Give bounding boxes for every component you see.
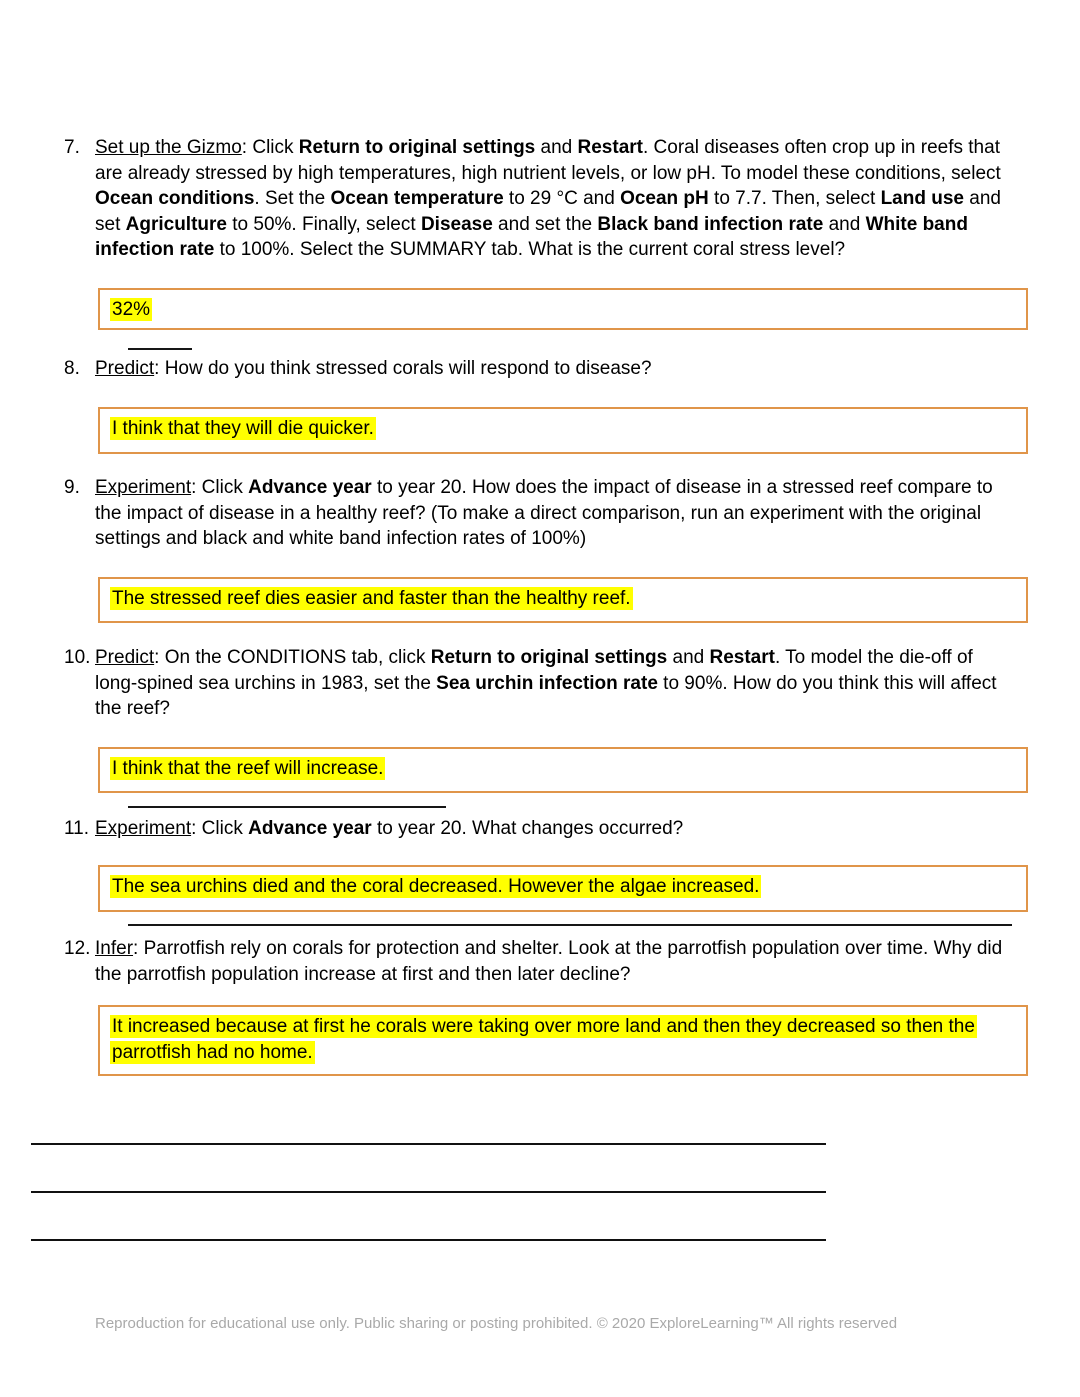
answer-box-q8[interactable] [98, 407, 1028, 454]
blank-writing-line [31, 1143, 826, 1145]
question-text: Predict: On the CONDITIONS tab, click Return to original settings and Restart. To model the die-off of long-spined sea urchins in 1983, set the Sea urchin infection rate to 90%. How do you think this will affect the reef? [95, 647, 997, 720]
medium-underline [128, 806, 446, 808]
answer-text: The stressed reef dies easier and faster than the healthy reef. [112, 588, 631, 609]
question-number: 12. [64, 938, 91, 959]
copyright-footer: Reproduction for educational use only. Public sharing or posting prohibited. © 2020 ExploreLearning™ All rights reserved [95, 1315, 898, 1332]
blank-writing-line [31, 1191, 826, 1193]
answer-box-q11[interactable] [98, 865, 1028, 912]
question-number: 7. [64, 137, 80, 158]
question-text: Infer: Parrotfish rely on corals for protection and shelter. Look at the parrotfish population over time. Why did the parrotfish population increase at first and then later decline? [95, 938, 1003, 985]
question-8 [64, 356, 1008, 382]
question-text: Experiment: Click Advance year to year 20. How does the impact of disease in a stressed reef compare to the impact of disease in a healthy reef? (To make a direct comparison, run an experiment with the original settings and black and white band infection rates of 100%) [95, 477, 993, 550]
question-7 [64, 135, 1008, 263]
blank-writing-line [31, 1239, 826, 1241]
question-text: Set up the Gizmo: Click Return to original settings and Restart. Coral diseases often crop up in reefs that are already stressed by high temperatures, high nutrient levels, or low pH. To model these conditions, select Ocean conditions. Set the Ocean temperature to 29 °C and Ocean pH to 7.7. Then, select Land use and set Agriculture to 50%. Finally, select Disease and set the Black band infection rate and White band infection rate to 100%. Select the SUMMARY tab. What is the current coral stress level? [95, 137, 1001, 261]
answer-text: The sea urchins died and the coral decreased. However the algae increased. [112, 876, 760, 897]
answer-box-q10[interactable] [98, 747, 1028, 793]
answer-text: 32% [112, 299, 151, 320]
question-number: 9. [64, 477, 80, 498]
question-text: Experiment: Click Advance year to year 20. What changes occurred? [95, 818, 684, 839]
answer-text: It increased because at first he corals were taking over more land and then they decreased so then the parrotfish had no home. [112, 1016, 975, 1063]
long-underline [128, 924, 1012, 926]
question-12 [64, 936, 1008, 987]
question-number: 11. [64, 818, 90, 839]
short-underline [128, 348, 192, 350]
answer-box-q9[interactable] [98, 577, 1028, 623]
question-number: 8. [64, 358, 80, 379]
question-11 [64, 816, 1008, 842]
question-10 [64, 645, 1008, 722]
question-text: Predict: How do you think stressed corals will respond to disease? [95, 358, 652, 379]
answer-text: I think that the reef will increase. [112, 758, 384, 779]
question-9 [64, 475, 1008, 552]
answer-text: I think that they will die quicker. [112, 418, 374, 439]
question-number: 10. [64, 647, 91, 668]
answer-box-q7[interactable] [98, 288, 1028, 330]
answer-box-q12[interactable] [98, 1005, 1028, 1076]
